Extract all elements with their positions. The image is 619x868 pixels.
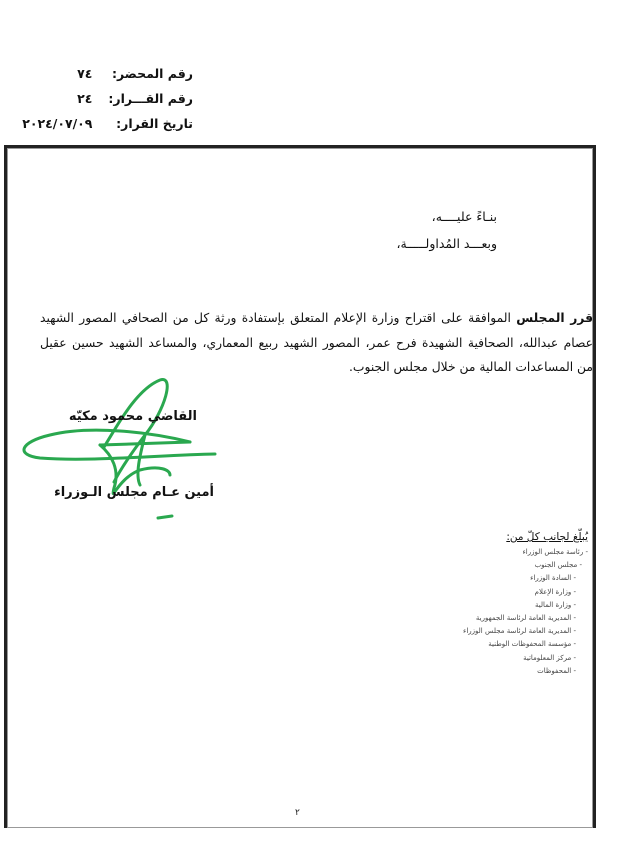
page-number: ٢: [295, 808, 300, 818]
list-item: - رئاسة مجلس الوزراء: [522, 548, 588, 556]
distribution-heading: يُبلّغ لجانب كلّ من:: [506, 531, 588, 543]
signatory-title: أمين عـام مجلس الـوزراء: [54, 485, 214, 500]
decision-lead: قرر المجلس: [516, 311, 593, 325]
list-item: - وزارة المالية: [535, 600, 576, 609]
decision-text: الموافقة على اقتراح وزارة الإعلام المتعلق بإستفادة ورثة كل من الصحافي المصور الشهيد عصام عبدالله، الصحافية الشهيدة فرح عمر، المصور الشهيد ربيع المعماري، والمساعد الشهيد حسين عقيل من المساعدات المالية من خلال مجلس الجنوب.: [40, 311, 593, 374]
decision-date-value: ٢٠٢٤/٠٧/٠٩: [22, 116, 93, 131]
deliberation-line: وبعـــد المُداولـــــة،: [396, 236, 497, 251]
list-item: - المديرية العامة لرئاسة مجلس الوزراء: [463, 627, 576, 636]
preamble-line: بنـاءً عليــــه،: [431, 209, 497, 224]
list-item: - مؤسسة المحفوظات الوطنية: [488, 640, 576, 649]
signatory-name: القاضي محمود مكيّه: [68, 409, 197, 424]
decision-paragraph: [40, 306, 593, 380]
decision-number-label: رقم القـــرار:: [108, 91, 193, 106]
decision-number-value: ٢٤: [77, 91, 93, 106]
minutes-number-label: رقم المحضر:: [112, 66, 193, 81]
list-item: - المديرية العامة لرئاسة الجمهورية: [475, 613, 576, 622]
distribution-list: [463, 531, 588, 678]
signature-drawing: [0, 370, 220, 530]
list-item: - السادة الوزراء: [530, 574, 576, 583]
list-item: - مركز المعلوماتية: [523, 653, 576, 662]
list-item: - وزارة الإعلام: [534, 587, 576, 596]
list-item: - مجلس الجنوب: [534, 561, 582, 570]
decision-header: [22, 66, 193, 131]
list-item: - المحفوظات: [537, 666, 576, 675]
minutes-number-value: ٧٤: [77, 66, 93, 81]
decision-date-label: تاريخ القرار:: [116, 116, 193, 131]
